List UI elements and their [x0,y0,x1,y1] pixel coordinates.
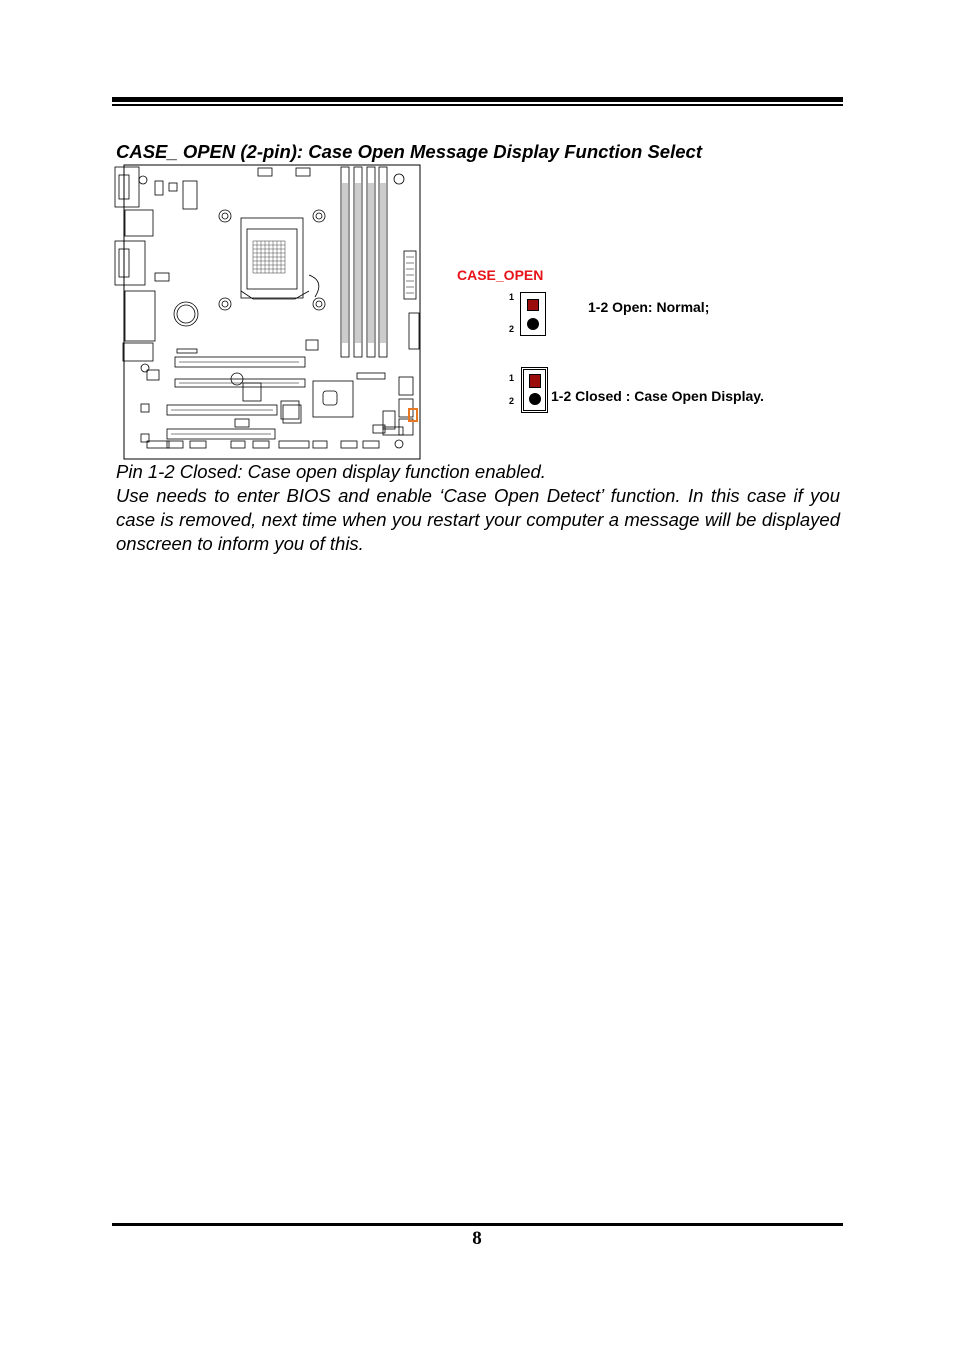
page-number: 8 [472,1228,482,1249]
paragraph-bios-instructions: Use needs to enter BIOS and enable ‘Case Open Detect’ function. In this case if you case is removed, next time when you restart your computer a message will be displayed onscreen to inform you of this. [116,485,840,554]
pin-number-2: 2 [509,396,515,406]
pin-number-2: 2 [509,324,515,334]
header-rule-thin [112,104,843,106]
case-open-label: CASE_OPEN [457,267,544,283]
open-setting-description: 1-2 Open: Normal; [588,299,710,315]
header-rule [112,97,843,102]
closed-setting-description: 1-2 Closed : Case Open Display. [551,388,764,404]
motherboard-layout-diagram [113,163,423,461]
section-heading: CASE_ OPEN (2-pin): Case Open Message Display Function Select [116,141,702,162]
pin-1-square [529,374,541,388]
footer-rule [112,1223,843,1226]
pin-number-1: 1 [509,292,515,302]
paragraph-pin-closed: Pin 1-2 Closed: Case open display function enabled. [116,461,546,482]
pin-number-1: 1 [509,373,515,383]
pin-1-square [527,299,539,311]
pin-2-round [527,318,539,330]
jumper-open-diagram [520,292,546,336]
pin-2-round [529,393,541,405]
jumper-closed-diagram [521,367,548,413]
